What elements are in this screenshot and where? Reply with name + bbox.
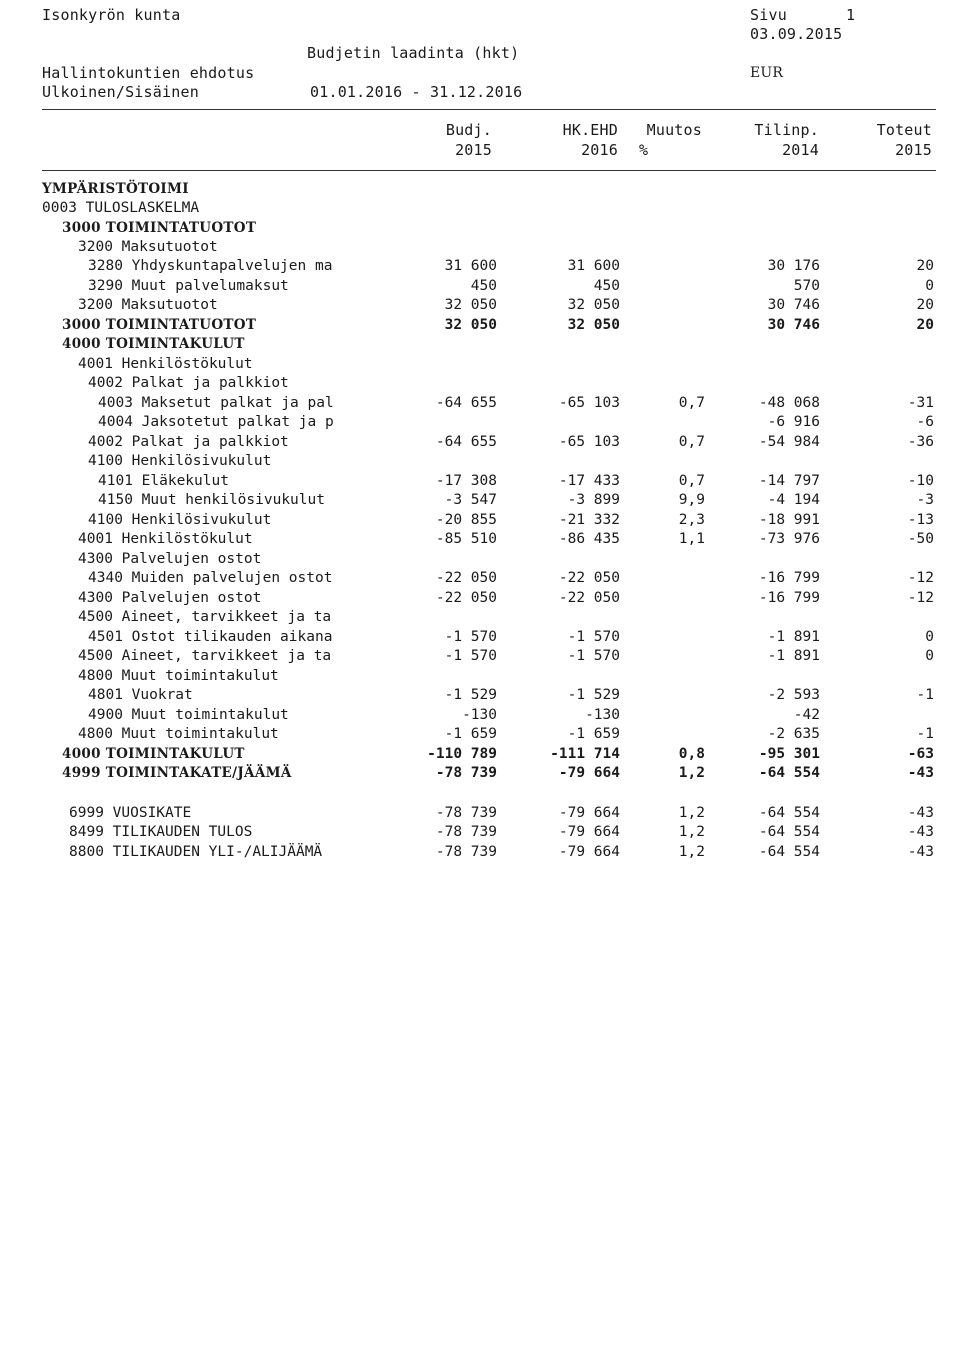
row-value-budj: -78 739 (435, 844, 497, 860)
row-value-tilinp: -4 194 (767, 492, 820, 508)
row-label: 4100 Henkilösivukulut (88, 453, 272, 469)
row-value-hk: -22 050 (558, 590, 620, 606)
table-row (0, 218, 960, 238)
row-value-tilinp: -16 799 (758, 570, 820, 586)
row-label: 4101 Eläkekulut (98, 473, 229, 489)
row-label: 4501 Ostot tilikauden aikana (88, 629, 333, 645)
row-label: 4000 TOIMINTAKULUT (62, 336, 245, 352)
column-header-1-line1: Budj. (445, 121, 492, 139)
row-value-hk: -79 664 (558, 805, 620, 821)
row-value-hk: -22 050 (558, 570, 620, 586)
column-header-5-line2: 2015 (895, 141, 932, 159)
table-row (0, 607, 960, 627)
row-label: 4800 Muut toimintakulut (78, 726, 279, 742)
row-label: 4999 TOIMINTAKATE/JÄÄMÄ (62, 765, 292, 781)
row-value-budj: -1 529 (444, 687, 497, 703)
row-label: 3200 Maksutuotot (78, 297, 218, 313)
row-value-tilinp: -18 991 (758, 512, 820, 528)
row-value-muutos: 1,2 (678, 844, 705, 860)
row-value-toteut: -10 (907, 473, 934, 489)
table-row (0, 451, 960, 471)
row-value-toteut: 20 (916, 297, 934, 313)
row-value-budj: 32 050 (444, 297, 497, 313)
row-value-tilinp: -95 301 (758, 746, 820, 762)
table-row (0, 568, 960, 588)
row-label: 3000 TOIMINTATUOTOT (62, 220, 257, 236)
row-label: 8499 TILIKAUDEN TULOS (69, 824, 253, 840)
row-value-toteut: -13 (907, 512, 934, 528)
row-value-hk: -79 664 (558, 844, 620, 860)
row-value-budj: -110 789 (427, 746, 497, 762)
row-value-muutos: 1,2 (678, 805, 705, 821)
column-header-2-line1: HK.EHD (562, 121, 618, 139)
row-value-tilinp: -54 984 (758, 434, 820, 450)
row-value-tilinp: -64 554 (758, 805, 820, 821)
row-value-tilinp: -48 068 (758, 395, 820, 411)
row-value-budj: -78 739 (435, 824, 497, 840)
row-value-budj: -1 570 (444, 648, 497, 664)
row-value-muutos: 2,3 (678, 512, 705, 528)
row-value-hk: -86 435 (558, 531, 620, 547)
row-value-toteut: -1 (916, 726, 934, 742)
row-value-budj: -64 655 (435, 434, 497, 450)
row-value-toteut: 0 (925, 648, 934, 664)
row-value-toteut: 20 (916, 317, 934, 333)
table-row (0, 705, 960, 725)
row-value-toteut: -12 (907, 570, 934, 586)
row-value-budj: -130 (462, 707, 497, 723)
row-label: 3280 Yhdyskuntapalvelujen ma (88, 258, 333, 274)
table-row (0, 549, 960, 569)
table-row (0, 198, 960, 218)
row-label: 4001 Henkilöstökulut (78, 356, 253, 372)
table-row (0, 432, 960, 452)
table-row (0, 685, 960, 705)
row-value-tilinp: 30 746 (767, 297, 820, 313)
table-row (0, 393, 960, 413)
row-value-hk: -79 664 (558, 765, 620, 781)
table-row (0, 588, 960, 608)
row-value-hk: -1 570 (567, 629, 620, 645)
row-value-toteut: 0 (925, 629, 934, 645)
row-value-hk: -1 659 (567, 726, 620, 742)
row-value-budj: -22 050 (435, 590, 497, 606)
table-row (0, 627, 960, 647)
row-label: 3000 TOIMINTATUOTOT (62, 317, 257, 333)
table-row (0, 471, 960, 491)
currency-label: EUR (750, 65, 784, 81)
table-row (0, 412, 960, 432)
row-value-budj: -64 655 (435, 395, 497, 411)
table-row (0, 724, 960, 744)
row-value-budj: -22 050 (435, 570, 497, 586)
row-value-hk: -17 433 (558, 473, 620, 489)
table-row (0, 822, 960, 842)
row-value-muutos: 0,7 (678, 473, 705, 489)
municipality-name: Isonkyrön kunta (42, 6, 181, 24)
row-value-hk: -65 103 (558, 395, 620, 411)
table-row (0, 179, 960, 199)
row-value-hk: -130 (585, 707, 620, 723)
row-label: YMPÄRISTÖTOIMI (42, 181, 189, 197)
row-value-budj: -78 739 (435, 765, 497, 781)
row-value-hk: -79 664 (558, 824, 620, 840)
row-value-toteut: -12 (907, 590, 934, 606)
report-title: Budjetin laadinta (hkt) (307, 44, 520, 62)
row-value-toteut: -3 (916, 492, 934, 508)
row-value-budj: 31 600 (444, 258, 497, 274)
row-value-budj: -1 659 (444, 726, 497, 742)
column-header-4-line1: Tilinp. (754, 121, 819, 139)
column-header-3-line1: Muutos (646, 121, 702, 139)
table-row (0, 256, 960, 276)
row-value-muutos: 1,2 (678, 765, 705, 781)
row-value-toteut: -43 (907, 765, 934, 781)
row-label: 4500 Aineet, tarvikkeet ja ta (78, 609, 332, 625)
table-row (0, 334, 960, 354)
row-value-hk: -1 570 (567, 648, 620, 664)
scope-label: Ulkoinen/Sisäinen (42, 83, 199, 101)
row-label: 3200 Maksutuotot (78, 239, 218, 255)
row-value-muutos: 0,7 (678, 434, 705, 450)
row-label: 0003 TULOSLASKELMA (42, 200, 200, 216)
report-period: 01.01.2016 - 31.12.2016 (310, 83, 523, 101)
row-label: 4002 Palkat ja palkkiot (88, 434, 289, 450)
row-label: 4003 Maksetut palkat ja pal (98, 395, 334, 411)
row-value-hk: 32 050 (567, 297, 620, 313)
row-value-muutos: 0,8 (678, 746, 705, 762)
row-value-tilinp: 570 (793, 278, 820, 294)
row-value-tilinp: 30 176 (767, 258, 820, 274)
table-row (0, 373, 960, 393)
row-value-tilinp: -2 593 (767, 687, 820, 703)
table-row (0, 744, 960, 764)
row-label: 4801 Vuokrat (88, 687, 193, 703)
row-value-toteut: -50 (907, 531, 934, 547)
row-label: 4002 Palkat ja palkkiot (88, 375, 289, 391)
row-label: 8800 TILIKAUDEN YLI-/ALIJÄÄMÄ (69, 844, 323, 860)
row-value-tilinp: 30 746 (767, 317, 820, 333)
page-number: 1 (846, 6, 856, 24)
row-value-toteut: -6 (916, 414, 934, 430)
row-value-hk: 32 050 (567, 317, 620, 333)
page-label: Sivu (750, 6, 787, 24)
row-value-muutos: 0,7 (678, 395, 705, 411)
column-header-3-line2: % (639, 141, 649, 159)
table-row (0, 646, 960, 666)
table-row (0, 842, 960, 862)
row-value-toteut: -36 (907, 434, 934, 450)
row-value-tilinp: -64 554 (758, 844, 820, 860)
row-value-hk: -3 899 (567, 492, 620, 508)
row-value-budj: -78 739 (435, 805, 497, 821)
table-row (0, 490, 960, 510)
row-label: 4800 Muut toimintakulut (78, 668, 279, 684)
row-value-tilinp: -16 799 (758, 590, 820, 606)
row-label: 4300 Palvelujen ostot (78, 551, 262, 567)
row-value-muutos: 1,1 (678, 531, 705, 547)
table-row (0, 803, 960, 823)
table-row (0, 237, 960, 257)
row-value-budj: -3 547 (444, 492, 497, 508)
column-header-5-line1: Toteut (876, 121, 932, 139)
row-label: 4100 Henkilösivukulut (88, 512, 272, 528)
row-label: 4001 Henkilöstökulut (78, 531, 253, 547)
row-label: 4300 Palvelujen ostot (78, 590, 262, 606)
row-value-toteut: -63 (907, 746, 934, 762)
table-row (0, 763, 960, 783)
row-value-budj: 450 (470, 278, 497, 294)
row-value-toteut: -43 (907, 805, 934, 821)
row-label: 6999 VUOSIKATE (69, 805, 192, 821)
row-value-muutos: 9,9 (678, 492, 705, 508)
row-value-toteut: -31 (907, 395, 934, 411)
table-row (0, 666, 960, 686)
row-value-tilinp: -64 554 (758, 824, 820, 840)
row-value-tilinp: -64 554 (758, 765, 820, 781)
row-value-budj: -1 570 (444, 629, 497, 645)
column-header-1-line2: 2015 (455, 141, 492, 159)
row-label: 4150 Muut henkilösivukulut (98, 492, 325, 508)
column-header-divider (42, 170, 936, 171)
row-value-hk: -21 332 (558, 512, 620, 528)
column-header-2-line2: 2016 (581, 141, 618, 159)
row-value-tilinp: -6 916 (767, 414, 820, 430)
table-row (0, 529, 960, 549)
row-value-toteut: -1 (916, 687, 934, 703)
row-value-tilinp: -2 635 (767, 726, 820, 742)
row-value-hk: -111 714 (550, 746, 620, 762)
row-value-hk: -65 103 (558, 434, 620, 450)
row-label: 4000 TOIMINTAKULUT (62, 746, 245, 762)
row-value-budj: -17 308 (435, 473, 497, 489)
row-value-budj: 32 050 (444, 317, 497, 333)
header-divider (42, 109, 936, 110)
row-label: 4900 Muut toimintakulut (88, 707, 289, 723)
table-row (0, 276, 960, 296)
table-row (0, 295, 960, 315)
row-value-tilinp: -1 891 (767, 648, 820, 664)
proposal-label: Hallintokuntien ehdotus (42, 64, 255, 82)
row-value-tilinp: -42 (793, 707, 820, 723)
row-value-muutos: 1,2 (678, 824, 705, 840)
row-value-hk: -1 529 (567, 687, 620, 703)
row-value-toteut: -43 (907, 824, 934, 840)
column-header-4-line2: 2014 (782, 141, 819, 159)
row-value-tilinp: -1 891 (767, 629, 820, 645)
table-row (0, 315, 960, 335)
row-value-toteut: 20 (916, 258, 934, 274)
row-value-hk: 450 (593, 278, 620, 294)
row-label: 4004 Jaksotetut palkat ja p (98, 414, 334, 430)
row-value-budj: -85 510 (435, 531, 497, 547)
row-value-tilinp: -14 797 (758, 473, 820, 489)
row-label: 4340 Muiden palvelujen ostot (88, 570, 333, 586)
row-label: 3290 Muut palvelumaksut (88, 278, 289, 294)
row-value-toteut: 0 (925, 278, 934, 294)
report-date: 03.09.2015 (750, 25, 843, 43)
row-value-tilinp: -73 976 (758, 531, 820, 547)
table-row (0, 354, 960, 374)
row-value-toteut: -43 (907, 844, 934, 860)
table-row (0, 510, 960, 530)
row-label: 4500 Aineet, tarvikkeet ja ta (78, 648, 332, 664)
row-value-hk: 31 600 (567, 258, 620, 274)
row-value-budj: -20 855 (435, 512, 497, 528)
